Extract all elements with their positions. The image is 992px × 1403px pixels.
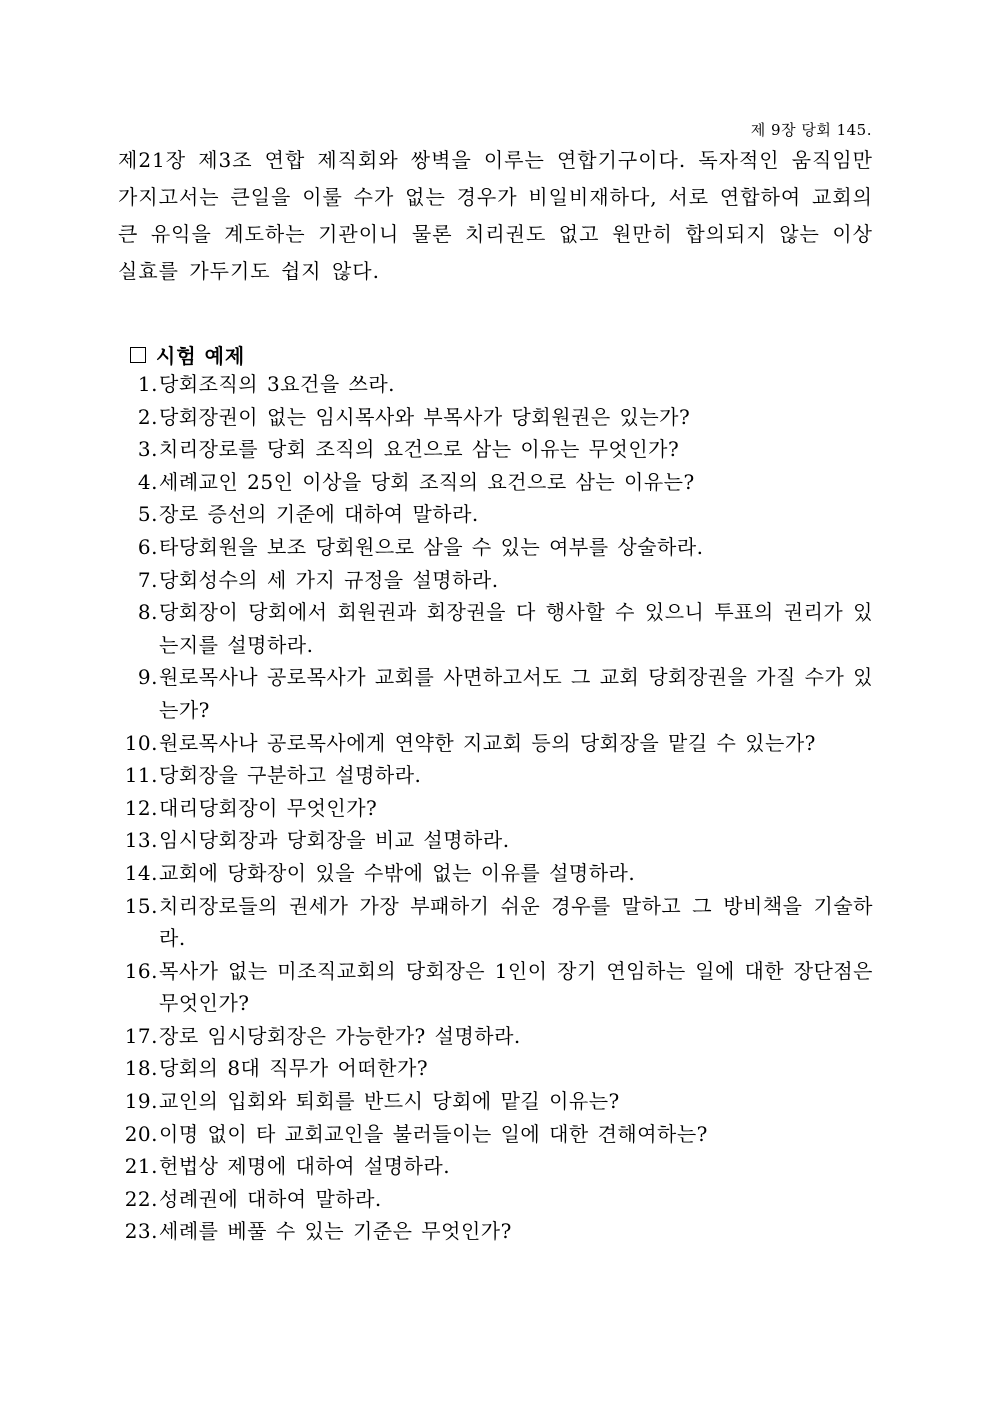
list-item (118, 368, 873, 401)
list-item (118, 531, 873, 564)
question-text: 교회에 당화장이 있을 수밖에 없는 이유를 설명하라. (159, 860, 636, 885)
question-text: 이명 없이 타 교회교인을 불러들이는 일에 대한 견해여하는? (159, 1121, 708, 1146)
question-text: 원로목사나 공로목사에게 연약한 지교회 등의 당회장을 맡길 수 있는가? (159, 730, 816, 755)
intro-section (118, 142, 873, 290)
running-header: 제 9장 당회 145. (750, 121, 872, 139)
list-item (118, 727, 873, 760)
question-number: 1. (137, 372, 158, 396)
list-item (118, 1085, 873, 1118)
question-text: 치리장로들의 권세가 가장 부패하기 쉬운 경우를 말하고 그 방비책을 기술하라. (159, 893, 873, 951)
list-item (118, 759, 873, 792)
list-item (118, 401, 873, 434)
question-list (118, 368, 873, 1248)
list-item (118, 857, 873, 890)
list-item (118, 466, 873, 499)
question-text: 장로 증선의 기준에 대하여 말하라. (159, 502, 479, 527)
list-item (118, 596, 873, 661)
list-item (118, 661, 873, 726)
question-number: 12. (124, 795, 158, 820)
list-item (118, 824, 873, 857)
exam-heading-label: 시험 예제 (156, 344, 246, 368)
question-text: 세례교인 25인 이상을 당회 조직의 요건으로 삼는 이유는? (159, 469, 695, 494)
question-text: 임시당회장과 당회장을 비교 설명하라. (159, 828, 510, 853)
list-item (118, 433, 873, 466)
question-text: 당회장이 당회에서 회원권과 회장권을 다 행사할 수 있으니 투표의 권리가 있는지를 설명하라. (159, 600, 873, 657)
question-number: 6. (137, 534, 158, 559)
list-item (118, 1150, 873, 1183)
question-text: 당회조직의 3요건을 쓰라. (159, 372, 395, 396)
question-text: 치리장로를 당회 조직의 요건으로 삼는 이유는 무엇인가? (159, 437, 680, 462)
question-text: 세례를 베풀 수 있는 기준은 무엇인가? (159, 1219, 512, 1244)
intro-paragraph: 제21장 제3조 연합 제직회와 쌍벽을 이루는 연합기구이다. 독자적인 움직임만 가지고서는 큰일을 이룰 수가 없는 경우가 비일비재하다, 서로 연합하여 교회의 큰 유익을 계도하는 기관이니 물론 치리권도 없고 원만히 합의되지 않는 이상 실효를 가두기도 쉽지 않다. (118, 148, 873, 283)
question-number: 20. (124, 1121, 158, 1146)
question-text: 대리당회장이 무엇인가? (159, 795, 378, 820)
question-number: 10. (124, 730, 158, 755)
question-number: 13. (124, 828, 158, 853)
list-item (118, 564, 873, 597)
list-item (118, 792, 873, 825)
question-number: 15. (124, 893, 158, 918)
list-item (118, 1118, 873, 1151)
question-number: 9. (137, 665, 158, 690)
question-number: 16. (124, 958, 158, 983)
question-text: 목사가 없는 미조직교회의 당회장은 1인이 장기 연임하는 일에 대한 장단점은 무엇인가? (159, 958, 873, 1016)
question-text: 당회성수의 세 가지 규정을 설명하라. (159, 567, 499, 592)
list-item (118, 1020, 873, 1053)
question-number: 4. (137, 469, 158, 494)
question-text: 교인의 입회와 퇴회를 반드시 당회에 맡길 이유는? (159, 1089, 620, 1114)
question-number: 8. (137, 600, 158, 625)
question-number: 11. (124, 763, 158, 788)
list-item (118, 1215, 873, 1248)
question-text: 장로 임시당회장은 가능한가? 설명하라. (159, 1023, 521, 1048)
question-text: 원로목사나 공로목사가 교회를 사면하고서도 그 교회 당회장권을 가질 수가 있는가? (159, 665, 873, 722)
question-number: 21. (124, 1154, 158, 1179)
question-number: 23. (124, 1219, 158, 1244)
question-text: 타당회원을 보조 당회원으로 삼을 수 있는 여부를 상술하라. (159, 534, 704, 559)
question-text: 당회의 8대 직무가 어떠한가? (159, 1056, 429, 1081)
list-item (118, 955, 873, 1020)
list-item (118, 1183, 873, 1216)
list-item (118, 498, 873, 531)
question-number: 2. (137, 404, 158, 429)
question-number: 14. (124, 860, 158, 885)
question-number: 22. (124, 1186, 158, 1211)
checkbox-icon (130, 347, 146, 363)
list-item (118, 1052, 873, 1085)
question-number: 5. (137, 502, 158, 527)
question-number: 7. (137, 567, 158, 592)
question-text: 성례권에 대하여 말하라. (159, 1186, 382, 1211)
list-item (118, 890, 873, 955)
question-text: 당회장권이 없는 임시목사와 부목사가 당회원권은 있는가? (159, 404, 691, 429)
question-number: 18. (124, 1056, 158, 1081)
question-number: 3. (137, 437, 158, 462)
question-text: 헌법상 제명에 대하여 설명하라. (159, 1154, 451, 1179)
question-number: 17. (124, 1023, 158, 1048)
question-number: 19. (124, 1089, 158, 1114)
question-text: 당회장을 구분하고 설명하라. (159, 763, 422, 788)
exam-heading (130, 340, 245, 369)
